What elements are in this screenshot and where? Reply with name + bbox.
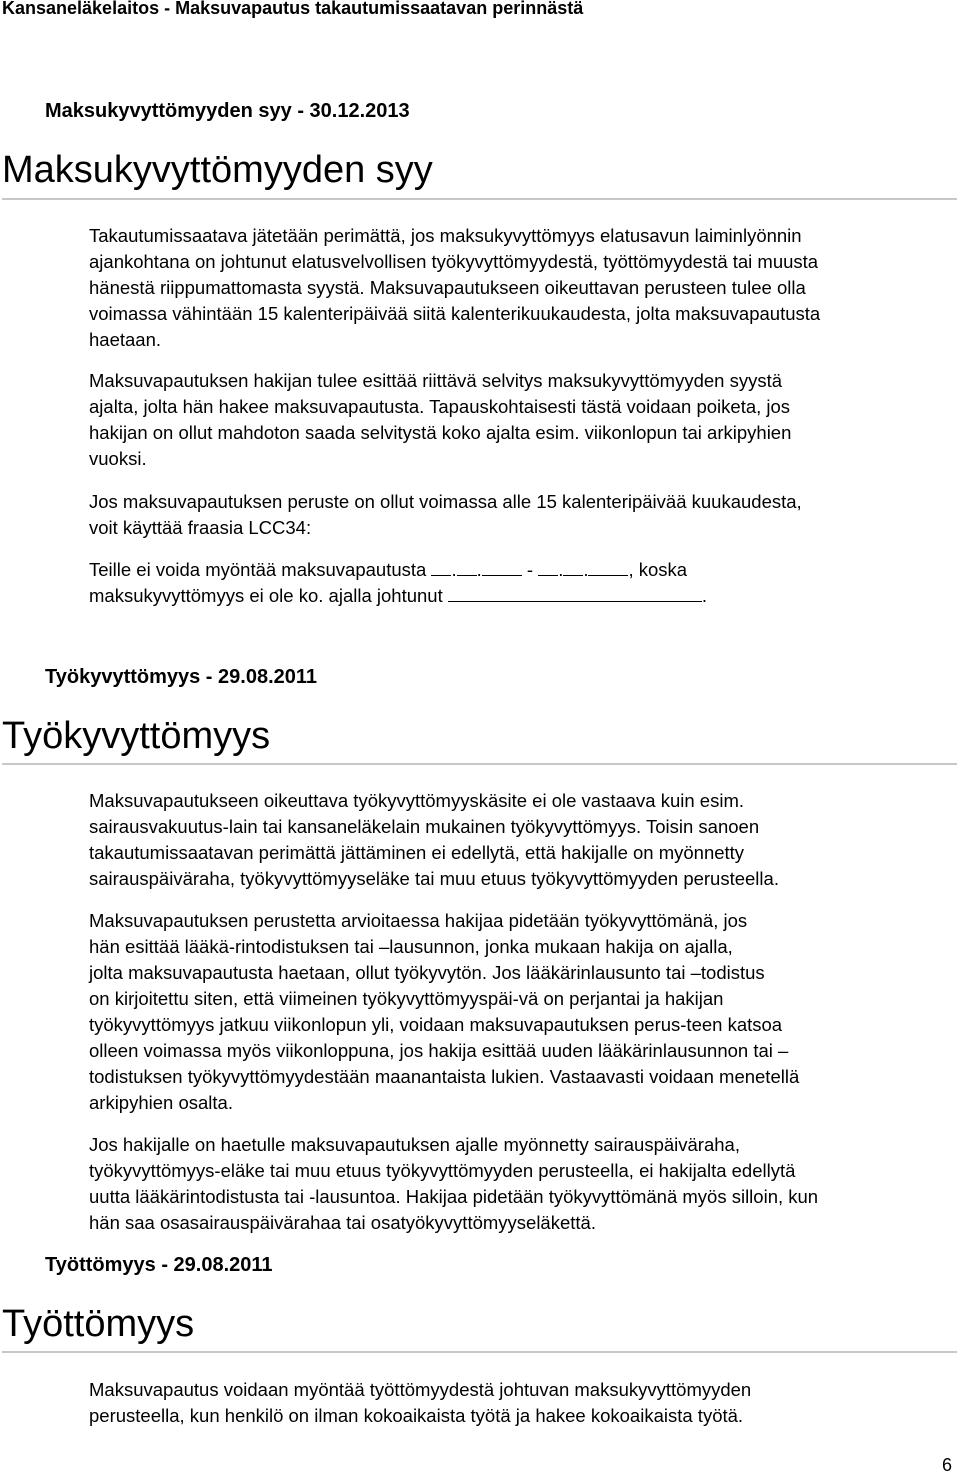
phrase-dot: . [558, 559, 564, 580]
paragraph-line: työkyvyttömyys jatkuu viikonlopun yli, voidaan maksuvapautuksen perus-teen katsoa [89, 1014, 783, 1035]
year-blank [482, 557, 522, 576]
paragraph [89, 788, 957, 892]
paragraph-line: Jos hakijalle on haetulle maksuvapautuksen ajalle myönnetty sairauspäiväraha, [89, 1134, 740, 1155]
paragraph-line: voit käyttää fraasia LCC34: [89, 517, 312, 538]
day-blank [431, 557, 451, 576]
phrase-text: Teille ei voida myöntää maksuvapautusta [89, 559, 427, 580]
paragraph-line: sairausvakuutus-lain tai kansaneläkelain mukainen työkyvyttömyys. Toisin sanoen [89, 816, 760, 837]
phrase-line-2 [89, 583, 957, 609]
paragraph [89, 1132, 957, 1236]
paragraph-line: Takautumissaatava jätetään perimättä, jos maksukyvyttömyys elatusavun laiminlyönnin [89, 225, 802, 246]
phrase-dot: . [476, 559, 482, 580]
paragraph [89, 223, 957, 353]
section-divider [2, 198, 957, 200]
phrase-text: , koska [628, 559, 688, 580]
paragraph-line: ajankohtana on johtunut elatusvelvollisen työkyvyttömyydestä, työttömyydestä tai muusta [89, 251, 819, 272]
section-subheading: Työkyvyttömyys - 29.08.2011 [45, 666, 318, 688]
paragraph-line: sairauspäiväraha, työkyvyttömyyseläke tai muu etuus työkyvyttömyyden perusteella. [89, 868, 779, 889]
phrase-dot: . [701, 585, 707, 606]
phrase-dot: . [451, 559, 457, 580]
month-blank [563, 557, 583, 576]
paragraph-line: voimassa vähintään 15 kalenteripäivää siitä kalenterikuukaudesta, jolta maksuvapautusta [89, 303, 821, 324]
paragraph-line: olleen voimassa myös viikonloppuna, jos hakija esittää uuden lääkärinlausunnon tai – [89, 1040, 789, 1061]
paragraph [89, 1377, 957, 1429]
phrase-text: maksukyvyttömyys ei ole ko. ajalla johtunut [89, 585, 443, 606]
paragraph [89, 368, 957, 472]
paragraph [89, 908, 957, 1116]
paragraph-line: perusteella, kun henkilö on ilman kokoaikaista työtä ja hakee kokoaikaista työtä. [89, 1405, 744, 1426]
running-header: Kansaneläkelaitos - Maksuvapautus takautumissaatavan perinnästä [2, 0, 584, 18]
paragraph-line: uutta lääkärintodistusta tai -lausuntoa. Hakijaa pidetään työkyvyttömänä myös silloin, kun [89, 1186, 819, 1207]
paragraph-line: todistuksen työkyvyttömyydestään maanantaista lukien. Vastaavasti voidaan menetellä [89, 1066, 800, 1087]
day-blank [538, 557, 558, 576]
paragraph-line: Maksuvapautukseen oikeuttava työkyvyttömyyskäsite ei ole vastaava kuin esim. [89, 790, 745, 811]
paragraph-line: Maksuvapautus voidaan myöntää työttömyydestä johtuvan maksukyvyttömyyden [89, 1379, 752, 1400]
paragraph-line: on kirjoitettu siten, että viimeinen työkyvyttömyyspäi-vä on perjantai ja hakijan [89, 988, 724, 1009]
paragraph-line: hänestä riippumattomasta syystä. Maksuvapautukseen oikeuttavan perusteen tulee olla [89, 277, 806, 298]
section-subheading: Työttömyys - 29.08.2011 [45, 1254, 273, 1276]
paragraph-line: jolta maksuvapautusta haetaan, ollut työkyvytön. Jos lääkärinlausunto tai –todistus [89, 962, 765, 983]
section-subheading: Maksukyvyttömyyden syy - 30.12.2013 [45, 100, 410, 122]
section-divider [2, 1351, 957, 1353]
paragraph-line: vuoksi. [89, 448, 147, 469]
phrase-dot: . [583, 559, 589, 580]
month-blank [457, 557, 477, 576]
paragraph-line: hän esittää lääkä-rintodistuksen tai –lausunnon, jonka mukaan hakija on ajalla, [89, 936, 733, 957]
paragraph-line: Maksuvapautuksen hakijan tulee esittää riittävä selvitys maksukyvyttömyyden syystä [89, 370, 783, 391]
year-blank [588, 557, 628, 576]
paragraph-line: takautumissaatavan perimättä jättäminen ei edellytä, että hakijalle on myönnetty [89, 842, 745, 863]
section-title: Työttömyys [2, 1303, 195, 1345]
paragraph-line: Maksuvapautuksen perustetta arvioitaessa hakijaa pidetään työkyvyttömänä, jos [89, 910, 748, 931]
paragraph-line: Jos maksuvapautuksen peruste on ollut voimassa alle 15 kalenteripäivää kuukaudesta, [89, 491, 802, 512]
paragraph-line: haetaan. [89, 329, 162, 350]
paragraph-line: hän saa osasairauspäivärahaa tai osatyökyvyttömyyseläkettä. [89, 1212, 596, 1233]
paragraph-line: ajalta, jolta hän hakee maksuvapautusta. Tapauskohtaisesti tästä voidaan poiketa, jos [89, 396, 791, 417]
reason-blank [448, 583, 702, 602]
paragraph-line: arkipyhien osalta. [89, 1092, 233, 1113]
section-divider [2, 763, 957, 765]
phrase-template [89, 557, 957, 609]
paragraph-line: työkyvyttömyys-eläke tai muu etuus työkyvyttömyyden perusteella, ei hakijalta edellytä [89, 1160, 796, 1181]
phrase-line-1 [89, 557, 957, 583]
page-number: 6 [942, 1455, 953, 1475]
paragraph [89, 489, 957, 541]
section-title: Maksukyvyttömyyden syy [2, 149, 433, 191]
phrase-dash: - [526, 559, 534, 580]
section-title: Työkyvyttömyys [2, 715, 271, 757]
paragraph-line: hakijan on ollut mahdoton saada selvitystä koko ajalta esim. viikonlopun tai arkipyhien [89, 422, 792, 443]
